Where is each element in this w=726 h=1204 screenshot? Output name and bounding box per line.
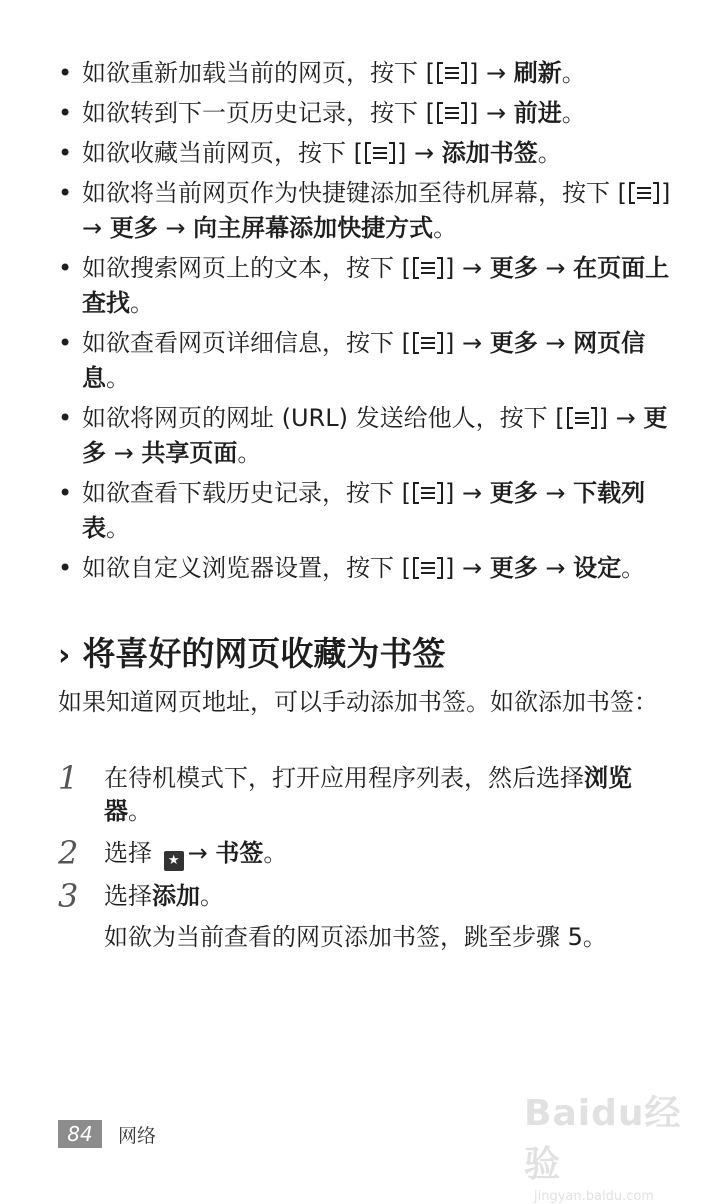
menu-key-icon [437, 102, 467, 124]
bullet-item: • 如欲将网页的网址 (URL) 发送给他人，按下 [ ] → 更多 → 共享页面。 [58, 401, 678, 471]
menu-key-icon [567, 407, 597, 429]
watermark-url: jingyan.baidu.com [534, 1189, 654, 1204]
page-number: 84 [58, 1120, 102, 1148]
bullet-item: • 如欲重新加载当前的网页，按下 [ ] → 刷新。 [58, 56, 678, 91]
bullet-item: • 如欲查看下载历史记录，按下 [ ] → 更多 → 下载列表。 [58, 476, 678, 546]
bullet-item: • 如欲自定义浏览器设置，按下 [ ] → 更多 → 设定。 [58, 551, 678, 586]
menu-key-icon [629, 182, 659, 204]
step-number: 3 [58, 877, 79, 915]
section-intro: 如果知道网页地址，可以手动添加书签。如欲添加书签： [58, 688, 658, 716]
bullet-list [58, 56, 678, 591]
step-item: 2 选择 ★ → 书签。 [58, 834, 288, 872]
footer-section-name: 网络 [118, 1124, 157, 1147]
step-item: 3 选择添加。 如欲为当前查看的网页添加书签，跳至步骤 5。 [58, 880, 678, 954]
bullet-dot: • [58, 404, 73, 432]
step-item: 1 在待机模式下，打开应用程序列表，然后选择浏览器。 [58, 759, 632, 825]
bullet-dot: • [58, 254, 73, 282]
bullet-dot: • [58, 59, 73, 87]
menu-key-icon [437, 62, 467, 84]
bullet-item: • 如欲转到下一页历史记录，按下 [ ] → 前进。 [58, 96, 678, 131]
menu-key-icon [365, 142, 395, 164]
bullet-dot: • [58, 99, 73, 127]
bullet-dot: • [58, 479, 73, 507]
menu-key-icon [413, 332, 443, 354]
bullet-item: • 如欲搜索网页上的文本，按下 [ ] → 更多 → 在页面上查找。 [58, 251, 678, 321]
bullet-dot: • [58, 329, 73, 357]
chevron-right-icon: › [58, 638, 71, 673]
menu-key-icon [413, 482, 443, 504]
watermark [524, 1085, 714, 1204]
section-heading [58, 632, 445, 678]
section-title: 将喜好的网页收藏为书签 [82, 634, 446, 673]
step-note: 如欲为当前查看的网页添加书签，跳至步骤 5。 [104, 923, 607, 951]
bullet-dot: • [58, 554, 73, 582]
step-number: 2 [58, 834, 79, 872]
menu-key-icon [413, 257, 443, 279]
step-number: 1 [58, 759, 79, 797]
bullet-dot: • [58, 139, 73, 167]
bullet-item: • 如欲查看网页详细信息，按下 [ ] → 更多 → 网页信息。 [58, 326, 678, 396]
bookmark-star-icon: ★ [164, 851, 184, 871]
watermark-logo: Baidu经验 [524, 1093, 682, 1185]
bullet-dot: • [58, 179, 73, 207]
page-footer [58, 1120, 156, 1148]
bullet-item: • 如欲收藏当前网页，按下 [ ] → 添加书签。 [58, 136, 678, 171]
step-list [58, 759, 678, 963]
menu-key-icon [413, 557, 443, 579]
bullet-item: • 如欲将当前网页作为快捷键添加至待机屏幕，按下 [ ] → 更多 → 向主屏幕添加快捷方式。 [58, 176, 678, 246]
